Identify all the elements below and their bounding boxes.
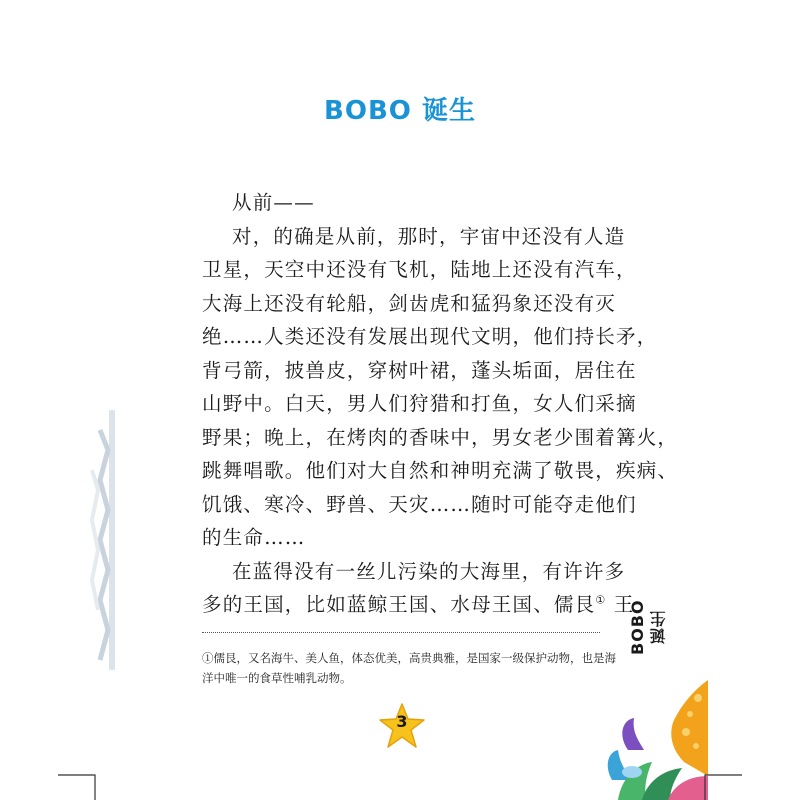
body-line: 绝……人类还没有发展出现代文明，他们持长矛， bbox=[202, 325, 658, 348]
body-line: 背弓箭，披兽皮，穿树叶裙，蓬头垢面，居住在 bbox=[202, 358, 637, 382]
footnote-line: 洋中唯一的食草性哺乳动物。 bbox=[202, 671, 352, 685]
page-number: 3 bbox=[396, 712, 408, 731]
wave-decoration-icon bbox=[88, 410, 116, 670]
body-line: 跳舞唱歌。他们对大自然和神明充满了敬畏，疾病、 bbox=[202, 459, 679, 482]
chapter-title: BOBO 诞生 bbox=[324, 96, 476, 126]
body-text bbox=[202, 186, 679, 622]
coral-illustration-icon bbox=[598, 680, 712, 800]
body-line-with-footnote bbox=[202, 588, 635, 622]
footnote-line: ①儒艮，又名海牛、美人鱼，体态优美，高贵典雅，是国家一级保护动物，也是海 bbox=[202, 651, 616, 665]
footnote-marker[interactable]: ① bbox=[595, 593, 607, 607]
chapter-side-label: BOBO 诞生 bbox=[628, 599, 668, 655]
body-line: 饥饿、寒冷、野兽、天灾……随时可能夺走他们 bbox=[202, 492, 637, 516]
body-line: 的生命…… bbox=[202, 526, 306, 549]
body-line: 野果；晚上，在烤肉的香味中，男女老少围着篝火， bbox=[202, 425, 679, 449]
body-line: 大海上还没有轮船，剑齿虎和猛犸象还没有灭 bbox=[202, 291, 617, 315]
body-line-text-end: 王 bbox=[613, 593, 635, 616]
body-line: 从前—— bbox=[232, 191, 315, 214]
footnote bbox=[202, 648, 622, 688]
body-line: 卫星，天空中还没有飞机，陆地上还没有汽车， bbox=[202, 258, 637, 281]
footnote-divider bbox=[202, 632, 600, 633]
body-line: 在蓝得没有一丝儿污染的大海里，有许许多 bbox=[232, 559, 626, 583]
body-line-text: 多的王国，比如蓝鲸王国、水母王国、儒艮 bbox=[202, 593, 596, 616]
body-line: 对，的确是从前，那时，宇宙中还没有人造 bbox=[232, 224, 626, 248]
body-line: 山野中。白天，男人们狩猎和打鱼，女人们采摘 bbox=[202, 392, 637, 415]
